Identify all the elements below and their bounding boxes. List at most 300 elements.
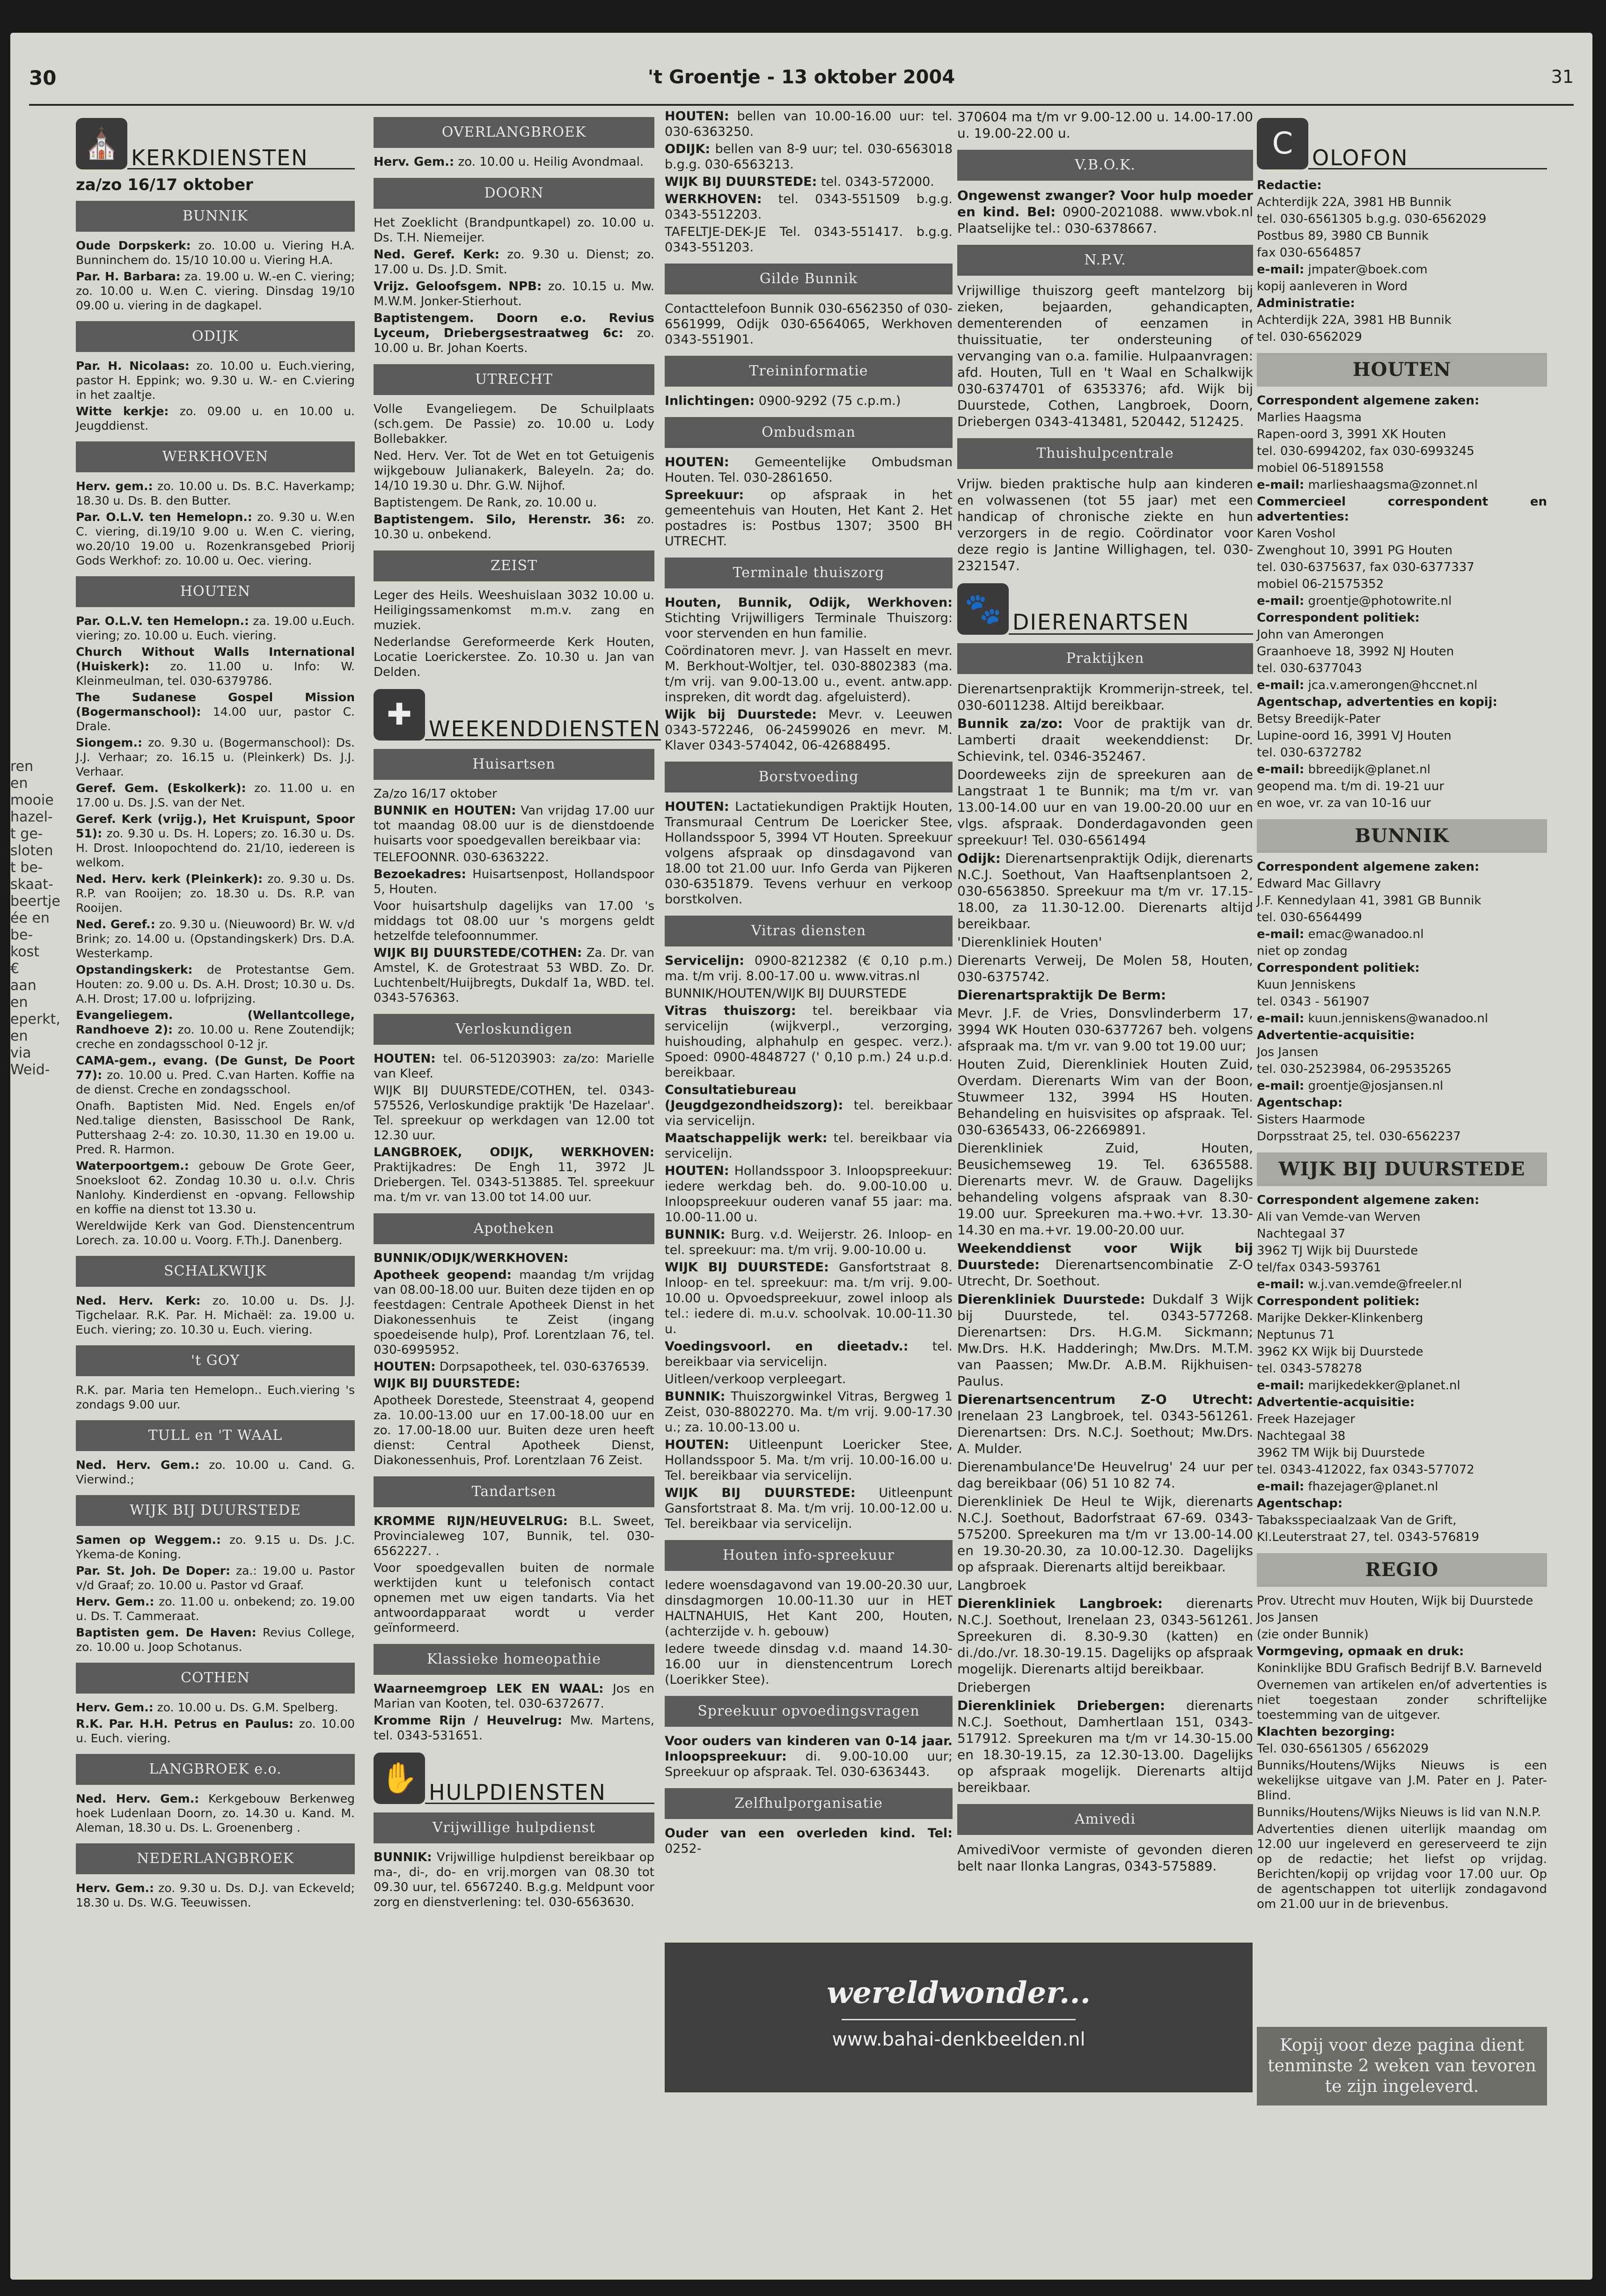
section-band: COTHEN	[76, 1663, 355, 1694]
text-entry	[957, 987, 1253, 1003]
entry-label: Ned. Herv. Kerk:	[76, 1294, 201, 1307]
text-entry: Neptunus 71	[1257, 1328, 1335, 1342]
entry-label: e-mail:	[1257, 1480, 1305, 1494]
entry-label: Siongem.:	[76, 736, 142, 749]
text-entry: Voor ouders van kinderen van 0-14 jaar. Inloopspreekuur: di. 9.00-10.00 uur; Spreekuur op afspraak. Tel. 030-6363443.	[665, 1734, 953, 1779]
section-band: Apotheken	[374, 1213, 654, 1244]
entry-label: Par. St. Joh. De Doper:	[76, 1564, 230, 1577]
entry-label: Par. H. Nicolaas:	[76, 359, 190, 373]
column-4	[957, 109, 1253, 1876]
text-entry: Odijk: Dierenartsenpraktijk Odijk, dierenarts N.C.J. Soethout, Van Haaftsenplantsoen 2, 030-6563850. Spreekuur ma t/m vr. 17.15-18.00, za 11.30-12.00. Dierenarts altijd bereikbaar.	[957, 851, 1253, 932]
strip-line: eperkt,	[10, 1011, 60, 1027]
text-entry: Jos Jansen	[1257, 1045, 1319, 1059]
section-band: WERKHOVEN	[76, 441, 355, 472]
section-band: WIJK BIJ DUURSTEDE	[76, 1495, 355, 1526]
entry-label: Houten, Bunnik, Odijk, Werkhoven:	[665, 595, 953, 610]
entry-label: e-mail:	[1257, 594, 1305, 608]
text-entry	[1257, 961, 1547, 976]
text-entry	[1257, 1496, 1547, 1511]
entry-label: The Sudanese Gospel Mission (Bogermanschool):	[76, 690, 355, 719]
entry-label: LANGBROEK, ODIJK, WERKHOVEN:	[374, 1145, 654, 1159]
text-entry: Herv. Gem.: zo. 10.00 u. Ds. G.M. Spelberg.	[76, 1701, 338, 1714]
entry-label: Correspondent politiek:	[1257, 961, 1420, 975]
text-entry: Baptistengem. Silo, Herenstr. 36: zo. 10.30 u. onbekend.	[374, 513, 654, 542]
text-entry: Ned. Geref. Kerk: zo. 9.30 u. Dienst; zo. 17.00 u. Ds. J.D. Smit.	[374, 248, 654, 277]
hand-icon: ✋	[374, 1753, 425, 1804]
text-entry: mobiel 06-51891558	[1257, 461, 1384, 475]
text-entry	[1257, 1644, 1547, 1659]
entry-label: Ouder van een overleden kind. Tel:	[665, 1826, 953, 1841]
text-entry	[374, 1251, 654, 1266]
section-band: Houten info-spreekuur	[665, 1540, 953, 1571]
entry-label: Maatschappelijk werk:	[665, 1131, 828, 1145]
entry-label: BUNNIK/ODIJK/WERKHOVEN:	[374, 1251, 569, 1265]
text-entry: Bezoekadres: Huisartsenpost, Hollandspoor 5, Houten.	[374, 867, 654, 896]
paw-icon: 🐾	[957, 583, 1009, 635]
entry-label: Voor ouders van kinderen van 0-14 jaar. Inloopspreekuur:	[665, 1734, 953, 1764]
entry-label: e-mail:	[1257, 1012, 1305, 1026]
entry-label: Vormgeving, opmaak en druk:	[1257, 1644, 1464, 1658]
text-entry: Herv. Gem.: zo. 10.00 u. Heilig Avondmaal.	[374, 155, 644, 169]
entry-label: HOUTEN:	[665, 1438, 729, 1452]
colofon-line	[1257, 178, 1547, 193]
text-entry: HOUTEN: bellen van 10.00-16.00 uur: tel. 030-6363250.	[665, 109, 953, 139]
text-entry: e-mail: fhazejager@planet.nl	[1257, 1480, 1438, 1494]
text-entry: Dierenarts Verweij, De Molen 58, Houten, 030-6375742.	[957, 953, 1253, 984]
entry-label: e-mail:	[1257, 1379, 1305, 1393]
entry-label: Correspondent politiek:	[1257, 1294, 1420, 1308]
text-entry: Servicelijn: 0900-8212382 (€ 0,10 p.m.) ma. t/m vrij. 8.00-17.00 u. www.vitras.nl	[665, 954, 953, 983]
entry-label: BUNNIK:	[374, 1850, 432, 1864]
text-entry: Consultatiebureau (Jeugdgezondheidszorg): tel. bereikbaar via servicelijn.	[665, 1083, 953, 1128]
text-entry: en woe, vr. za van 10-16 uur	[1257, 796, 1431, 810]
section-band: HOUTEN	[1257, 353, 1547, 387]
entry-label: Par. O.L.V. ten Hemelopn.:	[76, 510, 252, 524]
page-header	[29, 62, 1574, 106]
section-band: Ombudsman	[665, 417, 953, 448]
text-entry: Tel. 030-6561305 / 6562029	[1257, 1742, 1429, 1756]
text-entry: Overnemen van artikelen en/of advertenties is niet toegestaan zonder schriftelijke toestemming van de uitgever.	[1257, 1678, 1547, 1722]
entry-label: Ned. Herv. Gem.:	[76, 1792, 199, 1805]
entry-label: Commercieel correspondent en advertenties:	[1257, 495, 1547, 524]
text-entry: Ali van Vemde-van Werven	[1257, 1210, 1421, 1224]
entry-label: Bezoekadres:	[374, 867, 466, 881]
text-entry: Het Zoeklicht (Brandpuntkapel) zo. 10.00 u. Ds. T.H. Niemeijer.	[374, 216, 654, 245]
text-entry: tel. 0343-412022, fax 0343-577072	[1257, 1463, 1474, 1477]
text-entry: Oude Dorpskerk: zo. 10.00 u. Viering H.A. Bunninchem do. 15/10 10.00 u. Viering H.A.	[76, 239, 355, 267]
section-band: Vitras diensten	[665, 916, 953, 946]
text-entry: HOUTEN: tel. 06-51203903: za/zo: Marielle van Kleef.	[374, 1052, 654, 1081]
section-band: N.P.V.	[957, 245, 1253, 276]
entry-label: Correspondent algemene zaken:	[1257, 860, 1480, 874]
entry-label: Church Without Walls International (Huiskerk):	[76, 645, 355, 673]
column-colofon	[1257, 109, 1547, 1914]
text-entry: WIJK BIJ DUURSTEDE: Gansfortstraat 8. Inloop- en tel. spreekuur: ma. t/m vrij. 9.00-10.00 u. Opvoedspreekuur, zowel inloop als tel.: iedere di. m.u.v. schoolvak. 10.00-11.30 u.	[665, 1260, 953, 1336]
text-entry: Marlies Haagsma	[1257, 411, 1362, 425]
text-entry: Betsy Breedijk-Pater	[1257, 712, 1380, 726]
entry-label: Agentschap:	[1257, 1496, 1343, 1511]
text-entry: Ned. Herv. kerk (Pleinkerk): zo. 9.30 u. Ds. R.P. van Rooijen; zo. 18.30 u. Ds. R.P. van Rooijen.	[76, 872, 355, 915]
entry-label: KROMME RIJN/HEUVELRUG:	[374, 1514, 568, 1528]
text-entry: HOUTEN: Hollandsspoor 3. Inloopspreekuur: iedere werkdag beh. do. 9.00-10.00 u. Inloopspreekuur ouderen vanaf 55 jaar: ma. 10.00-11.00 u.	[665, 1164, 953, 1225]
kerk-section-header	[76, 113, 355, 169]
text-entry	[1257, 494, 1547, 524]
section-header	[374, 1748, 654, 1804]
section-band: UTRECHT	[374, 364, 654, 395]
section-band: Vrijwillige hulpdienst	[374, 1812, 654, 1843]
strip-line: t be-	[10, 859, 43, 876]
text-entry: tel. 030-6994202, fax 030-6993245	[1257, 444, 1474, 458]
entry-label: Herv. Gem.:	[374, 155, 455, 169]
strip-line: en via	[10, 1028, 31, 1061]
page-number-left: 30	[29, 66, 57, 89]
entry-label: e-mail:	[1257, 678, 1305, 692]
entry-label: Voedingsvoorl. en dieetadv.:	[665, 1339, 909, 1354]
text-entry: 'Dierenkliniek Houten'	[957, 934, 1102, 950]
text-entry: BUNNIK: Burg. v.d. Weijerstr. 26. Inloop- en tel. spreekuur: ma. t/m vrij. 9.00-10.00 u.	[665, 1227, 953, 1257]
section-band: HOUTEN	[76, 576, 355, 607]
colofon-line: kopij aanleveren in Word	[1257, 279, 1408, 293]
text-entry: Dierenartsenpraktijk Krommerijn-streek, tel. 030-6011238. Altijd bereikbaar.	[957, 681, 1253, 713]
section-band: ZEIST	[374, 550, 654, 581]
text-entry: ODIJK: bellen van 8-9 uur; tel. 030-6563018 b.g.g. 030-6563213.	[665, 142, 953, 172]
text-entry: Contacttelefoon Bunnik 030-6562350 of 030-6561999, Odijk 030-6564065, Werkhoven 0343-551901.	[665, 301, 953, 347]
entry-label: Geref. Kerk (vrijg.), Het Kruispunt, Spoor 51):	[76, 812, 355, 840]
entry-label: Dierenartsencentrum Z-O Utrecht:	[957, 1392, 1253, 1407]
colofon-line: e-mail: jmpater@boek.com	[1257, 263, 1428, 277]
text-entry	[1257, 1028, 1547, 1043]
section-band: WIJK BIJ DUURSTEDE	[1257, 1152, 1547, 1186]
text-entry: Uitleen/verkoop verpleegart.	[665, 1372, 846, 1386]
entry-label: Herv. Gem.:	[76, 1881, 154, 1895]
colofon-header	[1257, 113, 1547, 169]
text-entry: Wereldwijde Kerk van God. Dienstencentrum Lorech. za. 10.00 u. Voorg. F.Th.J. Danenberg.	[76, 1219, 355, 1247]
section-band: Zelfhulporganisatie	[665, 1788, 953, 1819]
text-entry: Par. H. Nicolaas: zo. 10.00 u. Euch.viering, pastor H. Eppink; wo. 9.30 u. W.- en C.viering in het zaaltje.	[76, 359, 355, 402]
text-entry: Langbroek	[957, 1577, 1027, 1593]
strip-line: Weid-	[10, 1062, 50, 1078]
text-entry: Vrijwillige thuiszorg geeft mantelzorg bij zieken, bejaarden, gehandicapten, dementerenden of eenzamen in thuissituatie, ter ondersteuning of vervanging van o.a. familie. Hulpaanvragen: afd. Houten, Tull en 't Waal en Schalkwijk 030-6374701 of 6353376; afd. Wijk bij Duurstede, Cothen, Langbroek, Doorn, Driebergen 0343-413481, 520442, 512425.	[957, 283, 1253, 429]
colofon-title: OLOFON	[1308, 150, 1547, 169]
text-entry: Baptistengem. Doorn e.o. Revius Lyceum, Driebergsestraatweg 6c: zo. 10.00 u. Br. Johan Koerts.	[374, 311, 654, 355]
text-entry: Nederlandse Gereformeerde Kerk Houten, Locatie Loerickerstee. Zo. 10.30 u. Jan van Delden.	[374, 635, 654, 679]
section-header	[957, 579, 1253, 635]
section-band: BUNNIK	[1257, 819, 1547, 853]
text-entry: Ned. Herv. Gem.: Kerkgebouw Berkenweg hoek Ludenlaan Doorn, zo. 14.30 u. Kand. M. Aleman, 18.30 u. Ds. L. Groenenberg .	[76, 1792, 355, 1834]
text-entry: 370604 ma t/m vr 9.00-12.00 u. 14.00-17.00 u. 19.00-22.00 u.	[957, 109, 1253, 141]
text-entry: Iedere woensdagavond van 19.00-20.30 uur, dinsdagmorgen 10.00-11.30 uur in HET HALTNAHUIS, Het Kant 200, Houten, (achterzijde v. h. gebouw)	[665, 1578, 953, 1639]
text-entry: tel. 030-6564499	[1257, 910, 1362, 924]
entry-label: Ned. Geref. Kerk:	[374, 248, 500, 262]
text-entry: Ned. Herv. Kerk: zo. 10.00 u. Ds. J.J. Tigchelaar. R.K. Par. H. Michaël: za. 19.00 u. Euch. viering; zo. 10.30 u. Euch. viering.	[76, 1294, 355, 1336]
text-entry	[1257, 610, 1547, 625]
page-number-right: 31	[1551, 66, 1574, 87]
text-entry: Doordeweeks zijn de spreekuren aan de Langstraat 1 te Bunnik; ma t/m vr. van 13.00-14.00 uur en van 19.00-20.00 uur en vlgs. afspraak. Donderdagavonden geen spreekuur! Tel. 030-6561494	[957, 767, 1253, 848]
entry-label: Odijk:	[957, 851, 1001, 866]
entry-label: WIJK BIJ DUURSTEDE:	[665, 175, 817, 189]
text-entry: tel. 030-2523984, 06-29535265	[1257, 1062, 1452, 1076]
text-entry: Kuun Jenniskens	[1257, 978, 1356, 992]
text-entry: e-mail: groentje@josjansen.nl	[1257, 1079, 1444, 1093]
entry-label: ODIJK:	[665, 142, 711, 156]
entry-label: Geref. Gem. (Eskolkerk):	[76, 781, 246, 795]
church-icon: ⛪	[76, 118, 127, 169]
entry-label: Evangeliegem. (Wellantcollege, Randhoeve 2):	[76, 1008, 355, 1036]
entry-label: e-mail:	[1257, 763, 1305, 777]
text-entry: Dierenkliniek Duurstede: Dukdalf 3 Wijk bij Duurstede, tel. 0343-577268. Dierenartsen: Drs. H.G.M. Sickmann; Mw.Drs. H.K. Hadderingh; Mw.Drs. M.T.M. van Paassen; Mw.Dr. A.B.M. Rijkhuisen-Paulus.	[957, 1291, 1253, 1389]
colofon-line: Achterdijk 22A, 3981 HB Bunnik	[1257, 313, 1452, 327]
section-band: LANGBROEK e.o.	[76, 1754, 355, 1785]
text-entry: Ned. Geref.: zo. 9.30 u. (Nieuwoord) Br. W. v/d Brink; zo. 14.00 u. (Opstandingskerk) Drs. D.A. Westerkamp.	[76, 917, 355, 960]
colofon-line: Postbus 89, 3980 CB Bunnik	[1257, 229, 1429, 243]
text-entry: Dierenkliniek Zuid, Houten, Beusichemseweg 19. Tel. 6365588. Dierenarts mevr. W. de Grauw. Dagelijks behandeling volgens afspraak van 8.30-19.00 uur. Spreekuren ma.+wo.+vr. 13.30-14.30 en ma.+vr. 19.00-20.00 uur.	[957, 1140, 1253, 1238]
text-entry: tel. 030-6372782	[1257, 746, 1362, 760]
text-entry: Zwenghout 10, 3991 PG Houten	[1257, 543, 1453, 557]
text-entry: R.K. par. Maria ten Hemelopn.. Euch.viering 's zondags 9.00 uur.	[76, 1383, 355, 1411]
entry-label: e-mail:	[1257, 927, 1305, 941]
entry-label: Correspondent algemene zaken:	[1257, 1193, 1480, 1207]
entry-label: HOUTEN:	[374, 1360, 436, 1374]
text-entry: geopend ma. t/m di. 19-21 uur	[1257, 779, 1445, 793]
text-entry: Ongewenst zwanger? Voor hulp moeder en kind. Bel: 0900-2021088. www.vbok.nl Plaatselijke tel.: 030-6378667.	[957, 188, 1253, 236]
strip-line: ée en	[10, 910, 50, 926]
text-entry: Dierenambulance'De Heuvelrug' 24 uur per dag bereikbaar (06) 51 10 82 74.	[957, 1459, 1253, 1491]
colofon-line: tel. 030-6561305 b.g.g. 030-6562029	[1257, 212, 1487, 226]
entry-label: Baptistengem. Silo, Herenstr. 36:	[374, 513, 625, 527]
previous-page-strip	[10, 758, 60, 1858]
entry-label: Vitras thuiszorg:	[665, 1004, 796, 1018]
section-band: SCHALKWIJK	[76, 1256, 355, 1287]
text-entry: KROMME RIJN/HEUVELRUG: B.L. Sweet, Provincialeweg 107, Bunnik, tel. 030-6562227. .	[374, 1514, 654, 1558]
text-entry: Geref. Kerk (vrijg.), Het Kruispunt, Spoor 51): zo. 9.30 u. Ds. H. Lopers; zo. 16.30 u. Ds. H. Drost. Inloopochtend do. 21/10, iedereen is welkom.	[76, 812, 355, 869]
text-entry: Baptistengem. De Rank, zo. 10.00 u.	[374, 496, 597, 510]
text-entry: tel. 030-6377043	[1257, 661, 1362, 675]
text-entry: Prov. Utrecht muv Houten, Wijk bij Duurstede	[1257, 1594, 1533, 1608]
text-entry: Vrijz. Geloofsgem. NPB: zo. 10.15 u. Mw. M.W.M. Jonker-Stierhout.	[374, 279, 654, 308]
text-entry: BUNNIK/HOUTEN/WIJK BIJ DUURSTEDE	[665, 986, 907, 1001]
entry-label: WIJK BIJ DUURSTEDE/COTHEN:	[374, 946, 582, 960]
section-band: Treininformatie	[665, 356, 953, 387]
text-entry: R.K. Par. H.H. Petrus en Paulus: zo. 10.00 u. Euch. viering.	[76, 1717, 355, 1745]
text-entry: e-mail: bbreedijk@planet.nl	[1257, 763, 1430, 777]
entry-label: Ongewenst zwanger? Voor hulp moeder en kind. Bel:	[957, 188, 1253, 220]
entry-label: BUNNIK en HOUTEN:	[374, 804, 516, 818]
section-band: 't GOY	[76, 1345, 355, 1376]
text-entry: CAMA-gem., evang. (De Gunst, De Poort 77): zo. 10.00 u. Pred. C.van Harten. Koffie na de dienst. Creche en zondagsschool.	[76, 1054, 355, 1096]
column-3	[665, 109, 953, 1858]
section-band: Thuishulpcentrale	[957, 438, 1253, 469]
text-entry: Voor huisartshulp dagelijks van 17.00 's middags tot 08.00 uur 's morgens geldt hetzelfde telefoonnummer.	[374, 899, 654, 943]
section-band: REGIO	[1257, 1553, 1547, 1587]
text-entry: 3962 KX Wijk bij Duurstede	[1257, 1345, 1423, 1359]
text-entry: Bunnik za/zo: Voor de praktijk van dr. Lamberti draait weekenddienst: Dr. Schievink, tel. 0346-352467.	[957, 716, 1253, 764]
text-entry: Herv. Gem.: zo. 9.30 u. Ds. D.J. van Eckeveld; 18.30 u. Ds. W.G. Teeuwissen.	[76, 1881, 355, 1909]
text-entry: Dierenartsencentrum Z-O Utrecht: Irenelaan 23 Langbroek, tel. 0343-561261. Dierenartsen: Drs. N.C.J. Soethout; Mw.Drs. A. Mulder.	[957, 1392, 1253, 1456]
text-entry: e-mail: w.j.van.vemde@freeler.nl	[1257, 1277, 1462, 1291]
text-entry: Sisters Haarmode	[1257, 1113, 1365, 1127]
strip-line: hazel-	[10, 809, 53, 825]
text-entry: Wijk bij Duurstede: Mevr. v. Leeuwen 0343-572246, 06-24599026 en mevr. M. Klaver 0343-574042, 06-42688495.	[665, 707, 953, 753]
ad-url[interactable]: www.bahai-denkbeelden.nl	[832, 2029, 1085, 2050]
entry-label: Inlichtingen:	[665, 394, 755, 408]
kerk-date: za/zo 16/17 oktober	[76, 176, 253, 194]
entry-label: Correspondent politiek:	[1257, 611, 1420, 625]
text-entry: e-mail: marlieshaagsma@zonnet.nl	[1257, 478, 1478, 492]
text-entry: Lupine-oord 16, 3991 VJ Houten	[1257, 729, 1452, 743]
text-entry: Graanhoeve 18, 3992 NJ Houten	[1257, 645, 1454, 659]
text-entry: Ned. Herv. Gem.: zo. 10.00 u. Cand. G. Vierwind.;	[76, 1458, 355, 1486]
strip-line: ren en	[10, 758, 34, 792]
colofon-body	[1257, 178, 1547, 1912]
text-entry: Apotheek geopend: maandag t/m vrijdag van 08.00-18.00 uur. Buiten deze tijden en op feestdagen: Centrale Apotheek Dienst in het Diakonessenhuis te Zeist (ingang spoedeisende hulp), Prof. Lorentzlaan 76, tel. 030-6995952.	[374, 1268, 655, 1357]
text-entry: Dierenkliniek Driebergen: dierenarts N.C.J. Soethout, Damhertlaan 151, 0343-517912. Spreekuren ma t/m vr 14.30-15.00 en 18.30-19.15, za 12.30-13.00. Dagelijks op afspraak mogelijk. Dierenarts altijd bereikbaar.	[957, 1698, 1253, 1795]
kopij-note: Kopij voor deze pagina dient tenminste 2 weken van tevoren te zijn ingeleverd.	[1257, 2027, 1547, 2105]
entry-label: Servicelijn:	[665, 954, 745, 968]
strip-line: kost €	[10, 944, 40, 977]
text-entry: Koninklijke BDU Grafisch Bedrijf B.V. Barneveld	[1257, 1661, 1542, 1675]
entry-label: WIJK BIJ DUURSTEDE:	[665, 1486, 856, 1500]
text-entry: tel. 030-6375637, fax 030-6377337	[1257, 560, 1474, 574]
kerk-title: KERKDIENSTEN	[127, 151, 355, 169]
text-entry: Ned. Herv. Ver. Tot de Wet en tot Getuigenis wijkgebouw Julianakerk, Baleyeln. 2a; do. 14/10 19.30 u. Dhr. G.W. Nijhof.	[374, 449, 654, 493]
section-title: DIERENARTSEN	[1009, 614, 1253, 635]
text-entry: Kromme Rijn / Heuvelrug: Mw. Martens, tel. 0343-531651.	[374, 1714, 654, 1743]
strip-line: beertje	[10, 893, 60, 910]
entry-label: e-mail:	[1257, 1079, 1305, 1093]
entry-label: Herv. Gem.:	[76, 1595, 154, 1608]
text-entry: Kl.Leuterstraat 27, tel. 0343-576819	[1257, 1530, 1480, 1544]
text-entry: Bunniks/Houtens/Wijks Nieuws is een wekelijkse uitgave van J.M. Pater en J. Pater-Blind.	[1257, 1759, 1547, 1803]
text-entry: Evangeliegem. (Wellantcollege, Randhoeve 2): zo. 10.00 u. Rene Zoutendijk; creche en zondagsschool 0-12 jr.	[76, 1008, 355, 1051]
text-entry	[1257, 393, 1547, 408]
entry-label: BUNNIK:	[665, 1227, 726, 1242]
section-band: V.B.O.K.	[957, 150, 1253, 181]
text-entry: Opstandingskerk: de Protestantse Gem. Houten: zo. 9.00 u. Ds. A.H. Drost; 10.30 u. Ds. A.H. Drost; 17.00 u. lofprijzing.	[76, 963, 355, 1005]
text-entry: Volle Evangeliegem. De Schuilplaats (sch.gem. De Passie) zo. 10.00 u. Lody Bollebakker.	[374, 402, 654, 446]
text-entry: HOUTEN: Dorpsapotheek, tel. 030-6376539.	[374, 1360, 650, 1374]
bahai-advertisement[interactable]	[665, 1943, 1253, 2092]
text-entry: Witte kerkje: zo. 09.00 u. en 10.00 u. Jeugddienst.	[76, 404, 355, 433]
text-entry: Ouder van een overleden kind. Tel: 0252-	[665, 1826, 953, 1856]
text-entry: Par. O.L.V. ten Hemelopn.: za. 19.00 u.Euch. viering; zo. 10.00 u. Euch. viering.	[76, 614, 355, 642]
text-entry: e-mail: jca.v.amerongen@hccnet.nl	[1257, 678, 1478, 692]
colofon-line: tel. 030-6562029	[1257, 330, 1362, 344]
strip-line: skaat-	[10, 876, 53, 893]
text-entry: Voedingsvoorl. en dieetadv.: tel. bereikbaar via servicelijn.	[665, 1339, 953, 1369]
text-entry: TELEFOONNR. 030-6363222.	[374, 851, 549, 865]
entry-label: Dierenkliniek Langbroek:	[957, 1596, 1163, 1611]
text-entry: e-mail: kuun.jenniskens@wanadoo.nl	[1257, 1012, 1489, 1026]
entry-label: Waterpoortgem.:	[76, 1159, 189, 1173]
text-entry: Rapen-oord 3, 3991 XK Houten	[1257, 427, 1446, 441]
text-entry: Weekenddienst voor Wijk bij Duurstede: Dierenartsencombinatie Z-O Utrecht, Dr. Soethout.	[957, 1240, 1253, 1289]
column-kerkdiensten	[76, 109, 355, 1912]
text-entry: WERKHOVEN: tel. 0343-551509 b.g.g. 0343-5512203.	[665, 192, 953, 222]
text-entry: Advertenties dienen uiterlijk maandag om 12.00 uur ingeleverd en gereserveerd te zijn op de redactie; het liefst op vrijdag. Berichten/kopij op vrijdag voor 17.00 uur. Op de agentschappen tot uiterlijk zondagavond om 21.00 uur in de brievenbus.	[1257, 1822, 1547, 1911]
colofon-line: Achterdijk 22A, 3981 HB Bunnik	[1257, 195, 1452, 209]
text-entry: Marijke Dekker-Klinkenberg	[1257, 1311, 1423, 1325]
text-entry: Leger des Heils. Weeshuislaan 3032 10.00 u. Heiligingssamenkomst m.m.v. zang en muziek.	[374, 588, 654, 632]
entry-label: Dierenkliniek Duurstede:	[957, 1291, 1145, 1307]
text-entry: Vitras thuiszorg: tel. bereikbaar via servicelijn (wijkverpl., verzorging, huishouding, alphahulp en gespec. verz.). Spoed: 0900-4848727 (' 0,10 p.m.) 24 u.p.d. bereikbaar.	[665, 1004, 953, 1080]
text-entry: Jos Jansen	[1257, 1611, 1319, 1625]
entry-label: HOUTEN:	[665, 109, 729, 124]
section-band: Borstvoeding	[665, 762, 953, 792]
text-entry: Voor spoedgevallen buiten de normale werktijden kunt u telefonisch contact opnemen met uw eigen tandarts. Via het antwoordapparaat wordt u verder geïnformeerd.	[374, 1561, 654, 1635]
section-band: BUNNIK	[76, 201, 355, 232]
text-entry: Par. St. Joh. De Doper: za.: 19.00 u. Pastor v/d Graaf; zo. 10.00 u. Pastor vd Graaf.	[76, 1564, 355, 1592]
entry-label: HOUTEN:	[665, 1164, 729, 1178]
entry-label: Apotheek geopend:	[374, 1268, 512, 1282]
text-entry: Za/zo 16/17 oktober	[374, 787, 497, 801]
entry-label: e-mail:	[1257, 1277, 1305, 1291]
text-entry: Nachtegaal 37	[1257, 1227, 1346, 1241]
text-entry	[1257, 1095, 1547, 1110]
text-entry: John van Amerongen	[1257, 628, 1384, 642]
text-entry: Driebergen	[957, 1680, 1031, 1695]
text-entry: Dierenkliniek Langbroek: dierenarts N.C.J. Soethout, Irenelaan 23, 0343-561261. Spreekuren di. 8.30-9.30 (katten) en di./do./vr. 18.30-19.15. Dagelijks op afspraak mogelijk. Dierenarts altijd bereikbaar.	[957, 1596, 1253, 1677]
header-title: 't Groentje - 13 oktober 2004	[647, 66, 955, 88]
entry-label: Opstandingskerk:	[76, 963, 193, 976]
entry-label: WIJK BIJ DUURSTEDE:	[374, 1377, 521, 1391]
text-entry: TAFELTJE-DEK-JE Tel. 0343-551417. b.g.g. 0343-551203.	[665, 225, 953, 255]
text-entry: e-mail: marijkedekker@planet.nl	[1257, 1379, 1460, 1393]
entry-label: BUNNIK:	[665, 1389, 726, 1404]
text-entry: J.F. Kennedylaan 41, 3981 GB Bunnik	[1257, 894, 1481, 908]
text-entry: Mevr. J.F. de Vries, Donsvlinderberm 17, 3994 WK Houten 030-6377267 beh. volgens afspraak ma. t/m vr. van 9.00 tot 19.00 uur;	[957, 1005, 1253, 1054]
entry-label: Ned. Herv. Gem.:	[76, 1458, 200, 1472]
entry-label: Baptistengem. Doorn e.o. Revius Lyceum, Driebergsestraatweg 6c:	[374, 311, 654, 340]
strip-line: aan en	[10, 977, 37, 1011]
entry-label: Witte kerkje:	[76, 404, 169, 418]
entry-label: Samen op Weggem.:	[76, 1533, 221, 1547]
text-entry: Edward Mac Gillavry	[1257, 877, 1381, 891]
text-entry: BUNNIK: Thuiszorgwinkel Vitras, Bergweg 1 Zeist, 030-8802270. Ma. t/m vrij. 9.00-17.30 u.; za. 10.00-13.00 u.	[665, 1389, 953, 1435]
section-band: TULL en 'T WAAL	[76, 1420, 355, 1451]
entry-label: Consultatiebureau (Jeugdgezondheidszorg):	[665, 1083, 843, 1113]
text-entry: 3962 TJ Wijk bij Duurstede	[1257, 1244, 1418, 1258]
text-entry: Karen Voshol	[1257, 527, 1336, 541]
text-entry: WIJK BIJ DUURSTEDE/COTHEN, tel. 0343-575526, Verloskundige praktijk 'De Hazelaar'. Tel. spreekuur op werkdagen van 12.00 tot 12.30 uur.	[374, 1084, 654, 1143]
text-entry: Baptisten gem. De Haven: Revius College, zo. 10.00 u. Joop Schotanus.	[76, 1626, 355, 1654]
text-entry: Waarneemgroep LEK EN WAAL: Jos en Marian van Kooten, tel. 030-6372677.	[374, 1682, 654, 1711]
entry-label: Administratie:	[1257, 296, 1355, 310]
text-entry: (zie onder Bunnik)	[1257, 1628, 1369, 1642]
section-band: ODIJK	[76, 321, 355, 352]
text-entry: Iedere tweede dinsdag v.d. maand 14.30-16.00 uur in dienstencentrum Lorech (Loerikker Stee).	[665, 1642, 953, 1687]
entry-label: Advertentie-acquisitie:	[1257, 1028, 1415, 1042]
entry-label: Waarneemgroep LEK EN WAAL:	[374, 1682, 604, 1696]
text-entry: The Sudanese Gospel Mission (Bogermanschool): 14.00 uur, pastor C. Drale.	[76, 690, 355, 733]
entry-label: Kromme Rijn / Heuvelrug:	[374, 1714, 563, 1728]
kerk-sections	[76, 201, 355, 1910]
entry-label: HOUTEN:	[665, 455, 729, 469]
text-entry: e-mail: emac@wanadoo.nl	[1257, 927, 1424, 941]
section-band: Gilde Bunnik	[665, 264, 953, 294]
text-entry	[1257, 1724, 1547, 1739]
text-entry: HOUTEN: Lactatiekundigen Praktijk Houten, Transmuraal Centrum De Loericker Stee, Hollandsspoor 5, 3994 VT Houten. Spreekuur volgens afspraak op dinsdagavond van 18.00 tot 21.00 uur. Info Gerda van Pijkeren 030-6351879. Tevens verhuur en verkoop borstkolven.	[665, 800, 953, 907]
text-entry: Par. H. Barbara: za. 19.00 u. W.-en C. viering; zo. 10.00 u. W.en C. viering. Dinsdag 19/10 09.00 u. viering in de dagkapel.	[76, 270, 355, 312]
text-entry: Vrijw. bieden praktische hulp aan kinderen en volwassenen (tot 55 jaar) met een handicap of chronische ziekte en hun verzorgers in de regio. Coördinator voor deze regio is Jantine Willighagen, tel. 030-2321547.	[957, 476, 1253, 573]
entry-label: HOUTEN:	[374, 1052, 436, 1066]
entry-label: Dierenartspraktijk De Berm:	[957, 987, 1166, 1003]
entry-label: HOUTEN:	[665, 800, 729, 814]
text-entry: Par. O.L.V. ten Hemelopn.: zo. 9.30 u. W.en C. viering, di.19/10 9.00 u. W.en C. viering, wo.20/10 19.00 u. Rozenkransgebed Priorij Gods Werkhof: zo. 10.00 u. Oec. viering.	[76, 510, 355, 567]
text-entry: AmivediVoor vermiste of gevonden dieren belt naar Ilonka Langras, 0343-575889.	[957, 1842, 1253, 1874]
section-header	[374, 684, 661, 741]
text-entry: Spreekuur: op afspraak in het gemeentehuis van Houten, Het Kant 2. Het postadres is: Postbus 1307; 3500 BH UTRECHT.	[665, 488, 953, 549]
strip-line: mooie	[10, 792, 54, 808]
